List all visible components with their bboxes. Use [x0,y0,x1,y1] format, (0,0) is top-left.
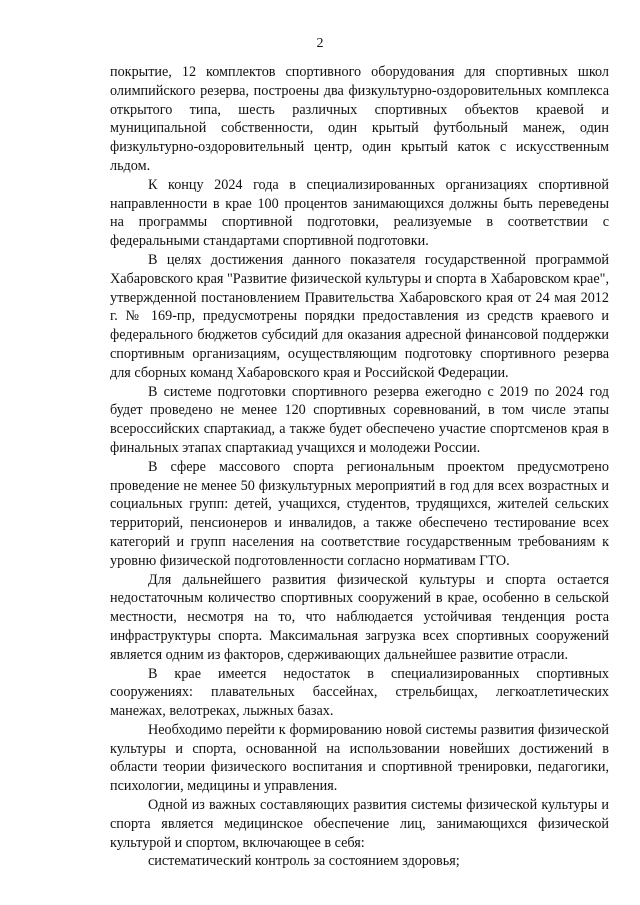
paragraph-4: В системе подготовки спортивного резерва ежегодно с 2019 по 2024 год будет проведено не менее 120 спортивных соревнований, в том числе этапы всероссийских спартакиад, а также будет обеспечено участие спортсменов края в финальных этапах спартакиад учащихся и молодежи России. [110,383,609,456]
paragraph-6: Для дальнейшего развития физической культуры и спорта остается недостаточным количество спортивных сооружений в крае, особенно в сельской местности, несмотря на то, что наблюдается устойчивая тенденция роста инфраструктуры спорта. Максимальная загрузка всех спортивных сооружений является одним из факторов, сдерживающих дальнейшее развитие отрасли. [110,571,609,663]
paragraph-1: покрытие, 12 комплектов спортивного оборудования для спортивных школ олимпийского резерва, построены два физкультурно-оздоровительных комплекса открытого типа, шесть различных спортивных объектов краевой и муниципальной собственности, один крытый футбольный манеж, один физкультурно-оздоровительный центр, один крытый каток с искусственным льдом. [110,64,609,174]
document-body [110,63,609,871]
paragraph-7: В крае имеется недостаток в специализированных спортивных сооружениях: плавательных бассейнах, стрельбищах, легкоатлетических манежах, велотреках, лыжных базах. [110,665,609,720]
paragraph-9: Одной из важных составляющих развития системы физической культуры и спорта является медицинское обеспечение лиц, занимающихся физической культурой и спортом, включающее в себя: [110,797,609,851]
list-item-health-control: систематический контроль за состоянием здоровья; [148,853,460,870]
paragraph-3: В целях достижения данного показателя государственной программой Хабаровского края "Развитие физической культуры и спорта в Хабаровском крае", утвержденной постановлением Правительства Хабаровского края от 24 мая 2012 г. № 169-пр, предусмотрены порядки предоставления из средств краевого и федерального бюджетов субсидий для оказания адресной финансовой поддержки спортивным организациям, осуществляющим подготовку спортивного резерва для сборных команд Хабаровского края и Российской Федерации. [110,251,609,381]
paragraph-2: К концу 2024 года в специализированных организациях спортивной направленности в крае 100 процентов занимающихся должны быть переведены на программы спортивной подготовки, реализуемые в соответствии с федеральными стандартами спортивной подготовки. [110,176,609,250]
page-number: 2 [316,36,324,51]
paragraph-8: Необходимо перейти к формированию новой системы развития физической культуры и спорта, основанной на использовании новейших достижений в области теории физического воспитания и спортивной тренировки, педагогики, психологии, медицины и управления. [110,721,609,795]
paragraph-5: В сфере массового спорта региональным проектом предусмотрено проведение не менее 50 физкультурных мероприятий в год для всех возрастных и социальных групп: детей, учащихся, студентов, трудящихся, жителей сельских территорий, пенсионеров и инвалидов, а также обеспечено тестирование всех категорий и групп населения на соответствие государственным требованиям к уровню физической подготовленности согласно нормативам ГТО. [110,458,609,569]
